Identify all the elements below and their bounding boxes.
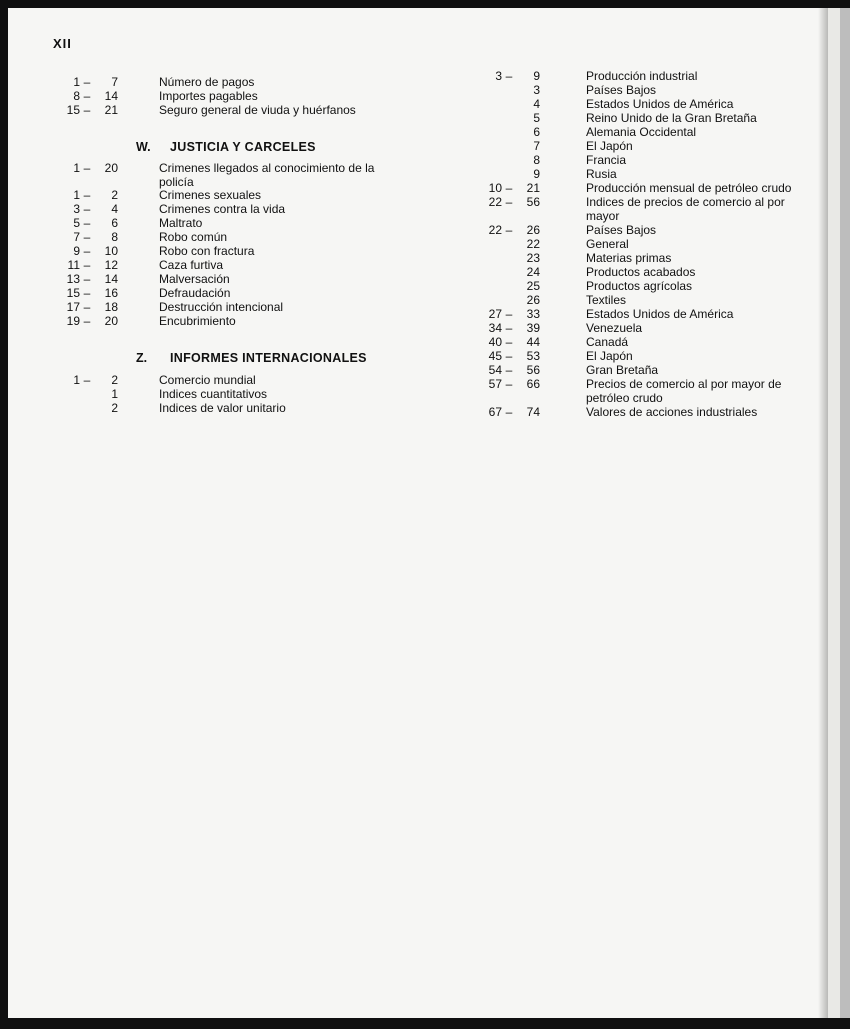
index-entry (48, 245, 254, 259)
entry-label: Estados Unidos de América (586, 307, 734, 321)
index-entry (470, 266, 695, 280)
index-entry (470, 196, 826, 223)
entry-range: 6 (533, 125, 540, 139)
index-entry (470, 364, 658, 378)
section-letter: Z. (136, 351, 148, 365)
entry-label: Materias primas (586, 251, 672, 265)
index-entry (470, 126, 696, 140)
document-page (8, 8, 828, 1018)
entry-range: 67 – 74 (488, 405, 540, 419)
index-entry (470, 98, 733, 112)
entry-range: 9 (533, 167, 540, 181)
entry-label: Gran Bretaña (586, 363, 659, 377)
entry-range: 27 – 33 (488, 307, 540, 321)
entry-label: Malversación (159, 272, 230, 286)
index-entry (470, 406, 757, 420)
entry-range: 8 – 14 (73, 89, 118, 103)
entry-label: Crimenes contra la vida (159, 202, 286, 216)
entry-label: Destrucción intencional (159, 300, 284, 314)
entry-range: 15 – 21 (66, 103, 118, 117)
index-entry (48, 104, 356, 118)
entry-range: 8 (533, 153, 540, 167)
entry-label: Indices de valor unitario (159, 401, 286, 415)
entry-label: General (586, 237, 629, 251)
index-entry (48, 301, 283, 315)
section-title: JUSTICIA Y CARCELES (170, 140, 316, 154)
section-title: INFORMES INTERNACIONALES (170, 351, 367, 365)
entry-range: 17 – 18 (66, 300, 118, 314)
entry-label: Países Bajos (586, 83, 657, 97)
index-entry (470, 140, 633, 154)
entry-range: 7 – 8 (73, 230, 118, 244)
entry-label: Producción mensual de petróleo crudo (586, 181, 792, 195)
index-entry (470, 322, 642, 336)
entry-label: Reino Unido de la Gran Bretaña (586, 111, 757, 125)
index-entry (48, 402, 286, 416)
index-entry (48, 90, 258, 104)
index-entry (470, 280, 692, 294)
entry-label: Seguro general de viuda y huérfanos (159, 103, 356, 117)
entry-label: El Japón (586, 139, 633, 153)
entry-label: Rusia (586, 167, 617, 181)
entry-range: 23 (526, 251, 540, 265)
index-entry (48, 189, 261, 203)
entry-label: Francia (586, 153, 627, 167)
entry-label: Comercio mundial (159, 373, 256, 387)
entry-range: 3 (533, 83, 540, 97)
index-entry (470, 168, 617, 182)
entry-label: Defraudación (159, 286, 231, 300)
entry-range: 9 – 10 (73, 244, 118, 258)
entry-range: 1 – 2 (73, 373, 118, 387)
entry-range: 7 (533, 139, 540, 153)
page-number: XII (53, 36, 72, 51)
entry-label: Venezuela (586, 321, 643, 335)
section-letter: W. (136, 140, 151, 154)
entry-label: Precios de comercio al por mayor de petróleo crudo (586, 377, 782, 405)
entry-range: 2 (111, 401, 118, 415)
index-entry (470, 224, 656, 238)
entry-range: 4 (533, 97, 540, 111)
entry-label: El Japón (586, 349, 633, 363)
index-entry (48, 374, 256, 388)
entry-label: Robo con fractura (159, 244, 255, 258)
entry-range: 40 – 44 (488, 335, 540, 349)
entry-label: Maltrato (159, 216, 203, 230)
entry-range: 5 (533, 111, 540, 125)
index-entry (470, 308, 733, 322)
page-edge-shadow (818, 8, 828, 1018)
index-entry (470, 350, 633, 364)
index-entry (48, 315, 236, 329)
entry-range: 5 – 6 (73, 216, 118, 230)
entry-range: 10 – 21 (488, 181, 540, 195)
index-entry (48, 259, 223, 273)
index-entry (470, 294, 626, 308)
index-entry (48, 273, 230, 287)
entry-label: Indices de precios de comercio al por mayor (586, 195, 785, 223)
entry-label: Indices cuantitativos (159, 387, 268, 401)
entry-label: Valores de acciones industriales (586, 405, 758, 419)
index-entry (48, 217, 202, 231)
entry-range: 1 – 2 (73, 188, 118, 202)
index-entry (48, 203, 285, 217)
index-entry (48, 231, 227, 245)
entry-range: 3 – 9 (495, 69, 540, 83)
entry-range: 57 – 66 (488, 377, 540, 391)
entry-label: Productos acabados (586, 265, 696, 279)
entry-range: 3 – 4 (73, 202, 118, 216)
index-entry (48, 76, 254, 90)
entry-range: 26 (526, 293, 540, 307)
entry-range: 22 (526, 237, 540, 251)
entry-label: Número de pagos (159, 75, 255, 89)
entry-label: Textiles (586, 293, 627, 307)
entry-range: 24 (526, 265, 540, 279)
entry-range: 34 – 39 (488, 321, 540, 335)
entry-range: 45 – 53 (488, 349, 540, 363)
entry-label: Alemania Occidental (586, 125, 697, 139)
section-heading-z (136, 351, 367, 365)
entry-range: 1 (111, 387, 118, 401)
entry-range: 13 – 14 (66, 272, 118, 286)
entry-label: Importes pagables (159, 89, 258, 103)
index-entry (470, 84, 656, 98)
entry-label: Caza furtiva (159, 258, 224, 272)
entry-range: 11 – 12 (67, 258, 118, 272)
index-entry (48, 388, 267, 402)
entry-label: Robo común (159, 230, 228, 244)
entry-range: 22 – 56 (488, 195, 540, 209)
entry-range: 25 (526, 279, 540, 293)
entry-range: 22 – 26 (488, 223, 540, 237)
entry-label: Productos agrícolas (586, 279, 693, 293)
entry-label: Crimenes sexuales (159, 188, 262, 202)
index-entry (470, 378, 826, 405)
entry-range: 19 – 20 (66, 314, 118, 328)
entry-range: 1 – 7 (73, 75, 118, 89)
index-entry (470, 252, 671, 266)
index-entry (470, 238, 629, 252)
entry-range: 1 – 20 (73, 161, 118, 175)
entry-label: Países Bajos (586, 223, 657, 237)
entry-range: 15 – 16 (66, 286, 118, 300)
index-entry (470, 336, 628, 350)
entry-label: Canadá (586, 335, 629, 349)
section-heading-w (136, 140, 316, 154)
entry-label: Encubrimiento (159, 314, 236, 328)
index-entry (470, 154, 626, 168)
index-entry (48, 287, 230, 301)
book-edge-dark (840, 8, 850, 1018)
entry-range: 54 – 56 (488, 363, 540, 377)
index-entry (470, 112, 757, 126)
index-entry (48, 162, 419, 189)
entry-label: Estados Unidos de América (586, 97, 734, 111)
entry-label: Producción industrial (586, 69, 698, 83)
entry-label: Crimenes llegados al conocimiento de la policía (159, 161, 375, 189)
index-entry (470, 70, 697, 84)
index-entry (470, 182, 791, 196)
